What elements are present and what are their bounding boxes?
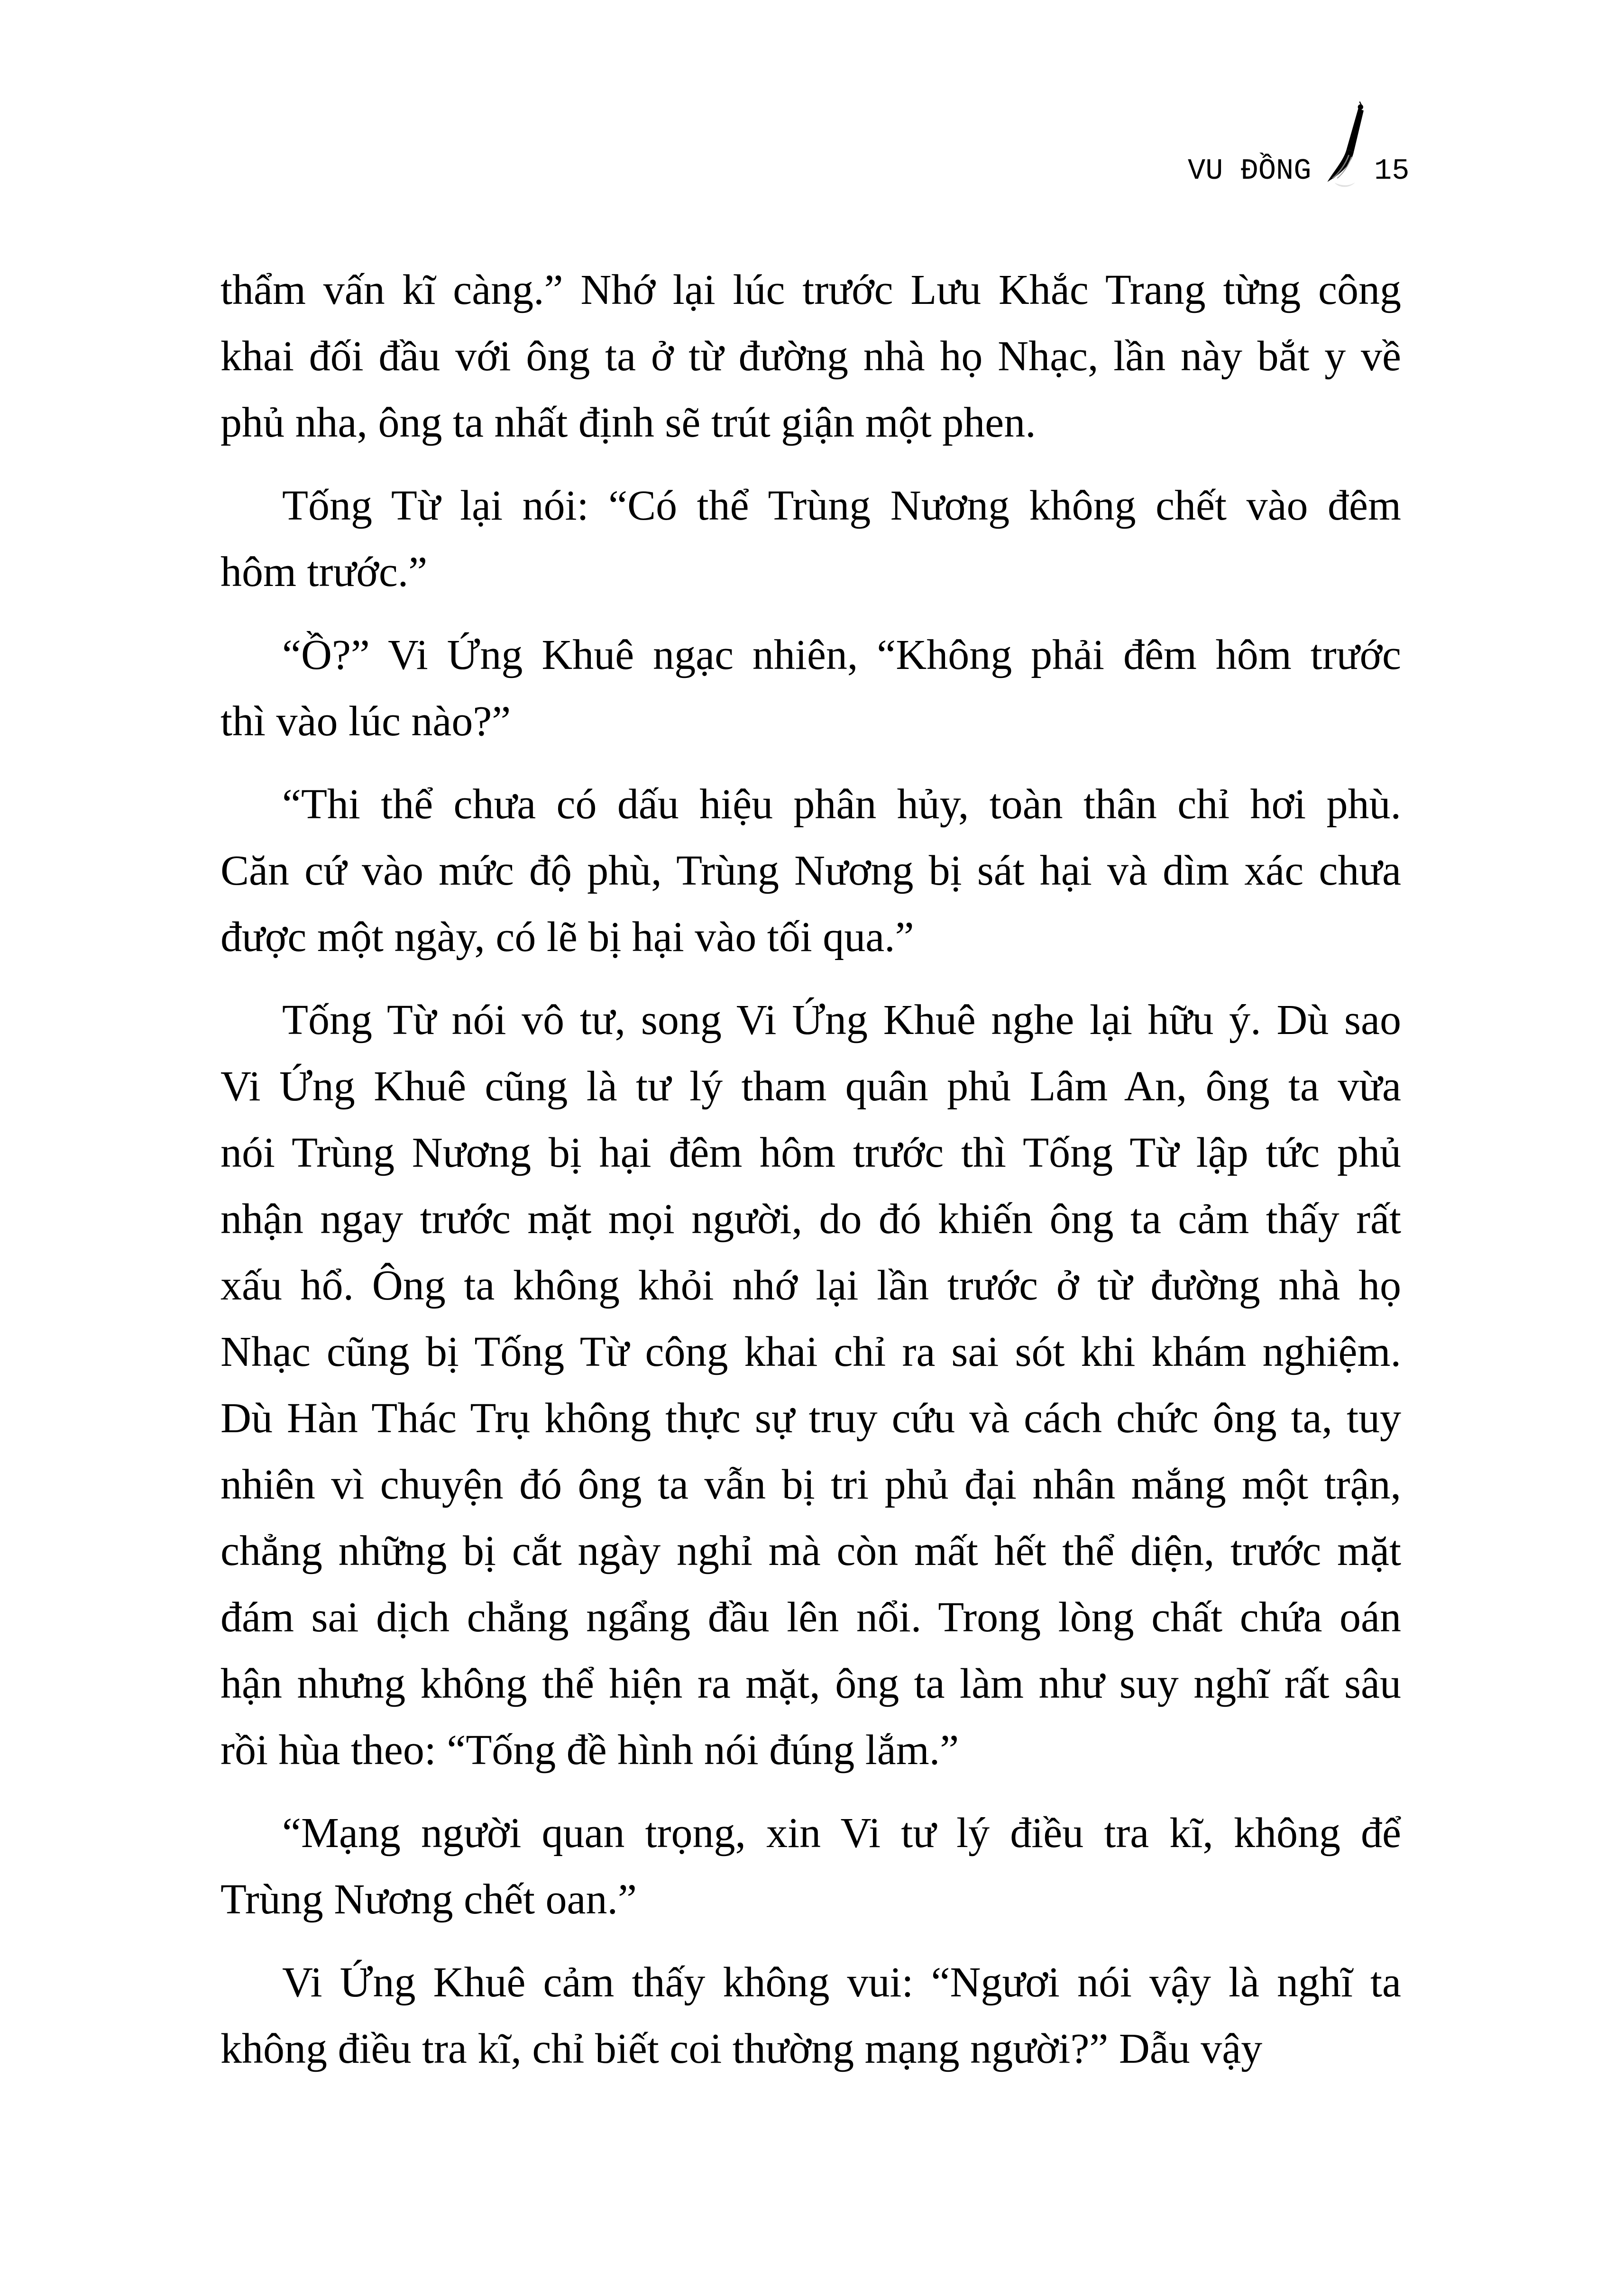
text-line: Tống Từ nói vô tư, song Vi Ứng Khuê nghe lại hữu ý. Dù sao (282, 997, 1401, 1043)
running-title: VU ĐỒNG (1188, 154, 1312, 188)
paragraph (220, 473, 1401, 605)
text-line: nhận ngay trước mặt mọi người, do đó khiến ông ta cảm thấy rất (220, 1196, 1401, 1243)
calligraphy-brush-icon (1322, 101, 1371, 192)
text-line: “Thi thể chưa có dấu hiệu phân hủy, toàn thân chỉ hơi phù. (282, 781, 1401, 828)
paragraph (220, 1949, 1401, 2082)
page-number: 15 (1374, 154, 1410, 188)
text-line: Nhạc cũng bị Tống Từ công khai chỉ ra sai sót khi khám nghiệm. (220, 1328, 1401, 1375)
text-line: “Mạng người quan trọng, xin Vi tư lý điều tra kĩ, không để (282, 1810, 1401, 1857)
text-line: Vi Ứng Khuê cảm thấy không vui: “Ngươi nói vậy là nghĩ ta (282, 1959, 1401, 2006)
text-line: Dù Hàn Thác Trụ không thực sự truy cứu và cách chức ông ta, tuy (220, 1395, 1401, 1442)
text-line: nói Trùng Nương bị hại đêm hôm trước thì Tống Từ lập tức phủ (220, 1129, 1401, 1176)
text-line: hôm trước.” (220, 549, 428, 595)
paragraph (220, 622, 1401, 755)
text-line: phủ nha, ông ta nhất định sẽ trút giận một phen. (220, 399, 1036, 446)
text-line: khai đối đầu với ông ta ở từ đường nhà họ Nhạc, lần này bắt y về (220, 333, 1401, 380)
text-line: rồi hùa theo: “Tống đề hình nói đúng lắm.” (220, 1727, 959, 1774)
text-line: chẳng những bị cắt ngày nghỉ mà còn mất hết thể diện, trước mặt (220, 1528, 1401, 1574)
paragraph (220, 1800, 1401, 1933)
paragraph (220, 987, 1401, 1784)
text-line: nhiên vì chuyện đó ông ta vẫn bị tri phủ đại nhân mắng một trận, (220, 1461, 1401, 1508)
text-line: thẩm vấn kĩ càng.” Nhớ lại lúc trước Lưu Khắc Trang từng công (220, 266, 1401, 313)
text-line: không điều tra kĩ, chỉ biết coi thường mạng người?” Dẫu vậy (220, 2025, 1263, 2072)
paragraph (220, 257, 1401, 456)
text-line: Tống Từ lại nói: “Có thể Trùng Nương không chết vào đêm (282, 482, 1401, 529)
page-body (220, 257, 1401, 2082)
text-line: hận nhưng không thể hiện ra mặt, ông ta làm như suy nghĩ rất sâu (220, 1660, 1401, 1707)
text-line: Vi Ứng Khuê cũng là tư lý tham quân phủ Lâm An, ông ta vừa (220, 1063, 1401, 1110)
text-line: xấu hổ. Ông ta không khỏi nhớ lại lần trước ở từ đường nhà họ (220, 1262, 1401, 1309)
text-line: được một ngày, có lẽ bị hại vào tối qua.” (220, 914, 914, 960)
text-line: “Ồ?” Vi Ứng Khuê ngạc nhiên, “Không phải đêm hôm trước (282, 631, 1401, 678)
text-line: đám sai dịch chẳng ngẩng đầu lên nổi. Trong lòng chất chứa oán (220, 1594, 1401, 1641)
paragraph (220, 771, 1401, 970)
text-line: thì vào lúc nào?” (220, 698, 511, 745)
text-line: Trùng Nương chết oan.” (220, 1876, 637, 1923)
paragraphs (220, 257, 1401, 2082)
text-line: Căn cứ vào mức độ phù, Trùng Nương bị sát hại và dìm xác chưa (220, 847, 1401, 894)
